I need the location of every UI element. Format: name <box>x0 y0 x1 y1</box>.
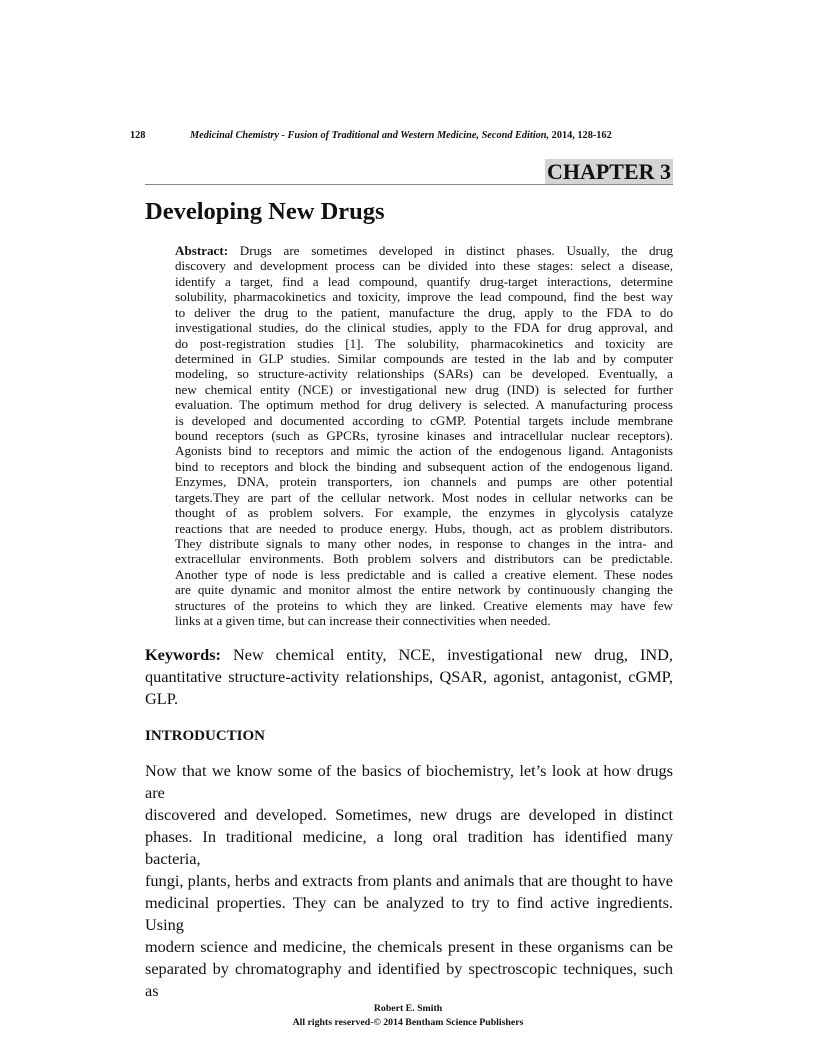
abstract-line: bind to receptors and block the binding and subsequent action of the endogenous ligand. <box>175 458 673 474</box>
abstract-line: extracellular environments. Both problem solvers and distributors can be predictable. <box>175 551 673 567</box>
abstract-line: evaluation. The optimum method for drug delivery is selected. A manufacturing process <box>175 397 673 413</box>
paragraph-line: phases. In traditional medicine, a long oral tradition has identified many bacteria, <box>145 826 673 868</box>
abstract-label: Abstract: <box>175 243 229 258</box>
abstract-line: reactions that are needed to produce energy. Hubs, though, act as problem distributors. <box>175 520 673 536</box>
abstract-line: to deliver the drug to the patient, manufacture the drug, apply to the FDA to do <box>175 304 673 320</box>
abstract-line: bound receptors (such as GPCRs, tyrosine kinases and intracellular nuclear receptors). <box>175 428 673 444</box>
abstract-line: modeling, so structure-activity relationships (SARs) can be developed. Eventually, a <box>175 366 673 382</box>
keywords-line: Keywords: New chemical entity, NCE, investigational new drug, IND, <box>145 644 673 664</box>
abstract-line: is developed and documented according to cGMP. Potential targets include membrane <box>175 412 673 428</box>
abstract <box>175 243 673 629</box>
chapter-label: CHAPTER 3 <box>546 159 671 184</box>
abstract-line: do post-registration studies [1]. The solubility, pharmacokinetics and toxicity are <box>175 335 673 351</box>
running-header <box>130 130 612 141</box>
abstract-line: structures of the proteins to which they are linked. Creative elements may have few <box>175 597 673 613</box>
abstract-line: Enzymes, DNA, protein transporters, ion channels and pumps are other potential <box>175 474 673 490</box>
keywords-line: GLP. <box>145 688 179 708</box>
book-title: Medicinal Chemistry - Fusion of Traditional and Western Medicine, Second Edition, <box>190 130 550 141</box>
section-heading: INTRODUCTION <box>145 727 266 744</box>
paragraph-line: medicinal properties. They can be analyzed to try to find active ingredients. Using <box>145 892 673 934</box>
year-pages: 2014, 128-162 <box>549 130 612 141</box>
keywords-line: quantitative structure-activity relationships, QSAR, agonist, antagonist, cGMP, <box>145 666 673 686</box>
abstract-line: solubility, pharmacokinetics and toxicity, improve the lead compound, find the best way <box>175 289 673 305</box>
page-footer <box>0 1002 816 1030</box>
paragraph-line: discovered and developed. Sometimes, new drugs are developed in distinct <box>145 804 673 824</box>
abstract-line: determined in GLP studies. Similar compounds are tested in the lab and by computer <box>175 350 673 366</box>
keywords-label: Keywords: <box>145 644 221 664</box>
paragraph-line: fungi, plants, herbs and extracts from plants and animals that are thought to have <box>145 870 673 890</box>
abstract-line: investigational studies, do the clinical studies, apply to the FDA for drug approval, and <box>175 320 673 336</box>
paragraph-line: separated by chromatography and identified by spectroscopic techniques, such as <box>145 958 673 1000</box>
page-number: 128 <box>130 130 146 141</box>
abstract-line: Another type of node is less predictable and is called a creative element. These nodes <box>175 566 673 582</box>
keywords <box>145 644 673 710</box>
abstract-line: Abstract: Drugs are sometimes developed in distinct phases. Usually, the drug <box>175 243 673 258</box>
abstract-line: identify a target, find a lead compound, quantify drug-target interactions, determine <box>175 273 673 289</box>
abstract-line: targets.They are part of the cellular network. Most nodes in cellular networks can be <box>175 489 673 505</box>
header-rule <box>145 184 673 185</box>
author: Robert E. Smith <box>373 1002 443 1014</box>
abstract-line: thought of as problem solvers. For example, the enzymes in glycolysis catalyze <box>175 505 673 521</box>
abstract-line: links at a given time, but can increase their connectivities when needed. <box>175 613 551 629</box>
page-body <box>145 198 673 1030</box>
chapter-title: Developing New Drugs <box>145 198 385 225</box>
abstract-line: They distribute signals to many other nodes, in response to changes in the intra- and <box>175 536 673 552</box>
paragraph-line: modern science and medicine, the chemicals present in these organisms can be <box>145 936 673 956</box>
abstract-line: are quite dynamic and monitor almost the entire network by continuously changing the <box>175 582 673 598</box>
abstract-line: new chemical entity (NCE) or investigational new drug (IND) is selected for further <box>175 381 673 397</box>
abstract-line: discovery and development process can be divided into these stages: select a disease, <box>175 258 673 274</box>
copyright: All rights reserved-© 2014 Bentham Science Publishers <box>292 1016 524 1028</box>
abstract-line: Agonists bind to receptors and mimic the action of the endogenous ligand. Antagonists <box>175 443 673 459</box>
paragraph-line: Now that we know some of the basics of biochemistry, let’s look at how drugs are <box>145 760 673 802</box>
introduction-paragraph <box>145 760 673 1002</box>
